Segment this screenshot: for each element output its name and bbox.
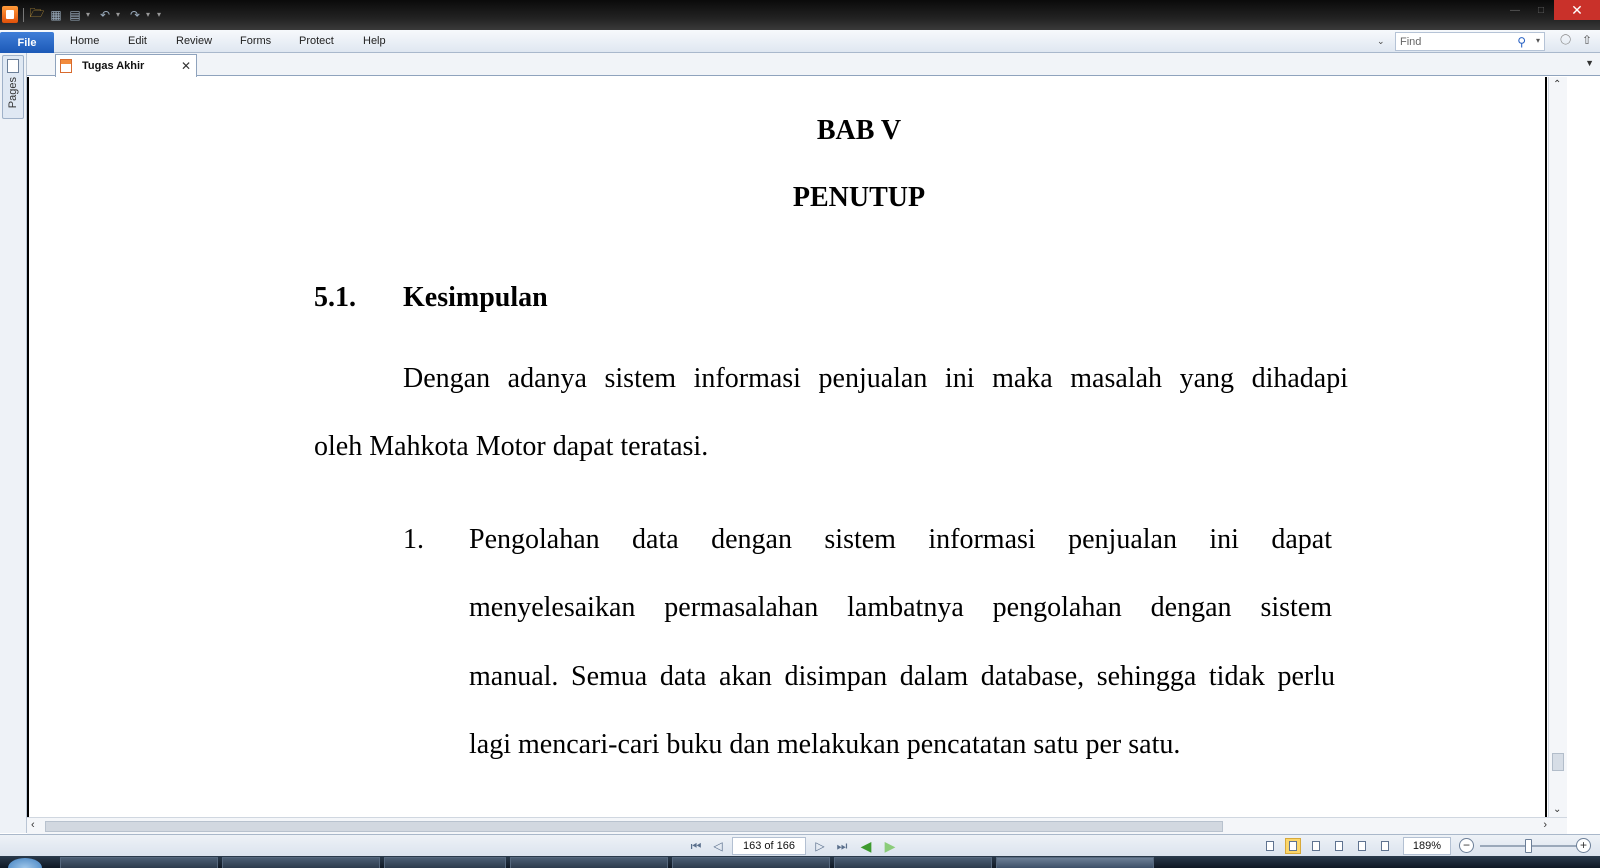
section-title: Kesimpulan bbox=[403, 282, 548, 313]
close-window-icon[interactable]: ✕ bbox=[1554, 0, 1600, 20]
ribbon-bar bbox=[0, 30, 1600, 53]
close-tab-icon[interactable]: ✕ bbox=[180, 59, 191, 73]
document-page bbox=[29, 77, 1547, 817]
previous-page-icon[interactable]: ◁ bbox=[713, 839, 723, 853]
cover-view-icon[interactable] bbox=[1331, 838, 1347, 854]
document-viewport[interactable] bbox=[27, 77, 1582, 817]
chapter-title: PENUTUP bbox=[792, 182, 926, 213]
taskbar-item-active[interactable] bbox=[996, 857, 1154, 868]
search-icon[interactable]: ⚲ bbox=[1517, 35, 1526, 49]
tab-protect[interactable]: Protect bbox=[299, 35, 334, 47]
list-item-line-1: Pengolahan data dengan sistem informasi penjualan ini dapat bbox=[469, 524, 1332, 555]
previous-result-icon[interactable]: ◯ bbox=[1560, 34, 1572, 45]
open-folder-icon[interactable]: 🗁 bbox=[29, 6, 45, 20]
zoom-slider-thumb[interactable] bbox=[1525, 839, 1532, 853]
list-item-line-4: lagi mencari-cari buku dan melakukan pencatatan satu per satu. bbox=[469, 729, 1181, 760]
quick-access-toolbar bbox=[2, 6, 165, 23]
app-logo-icon[interactable] bbox=[2, 6, 18, 23]
pdf-file-icon bbox=[60, 59, 72, 73]
vertical-scrollbar[interactable] bbox=[1548, 77, 1567, 817]
tab-review[interactable]: Review bbox=[176, 35, 213, 47]
tab-home[interactable]: Home bbox=[70, 35, 100, 47]
vertical-scroll-thumb[interactable] bbox=[1552, 753, 1564, 771]
taskbar-item[interactable] bbox=[672, 857, 830, 868]
redo-dropdown-icon[interactable]: ▾ bbox=[146, 10, 151, 19]
undo-icon[interactable]: ↶ bbox=[99, 7, 111, 22]
list-item-line-3: manual. Semua data akan disimpan dalam database, sehingga tidak perlu bbox=[469, 661, 1335, 692]
chapter-number: BAB V bbox=[816, 115, 902, 146]
tab-forms[interactable]: Forms bbox=[240, 35, 272, 47]
horizontal-scroll-thumb[interactable] bbox=[45, 821, 1223, 832]
find-box bbox=[1395, 32, 1545, 51]
os-taskbar bbox=[0, 856, 1600, 868]
tab-help[interactable]: Help bbox=[363, 35, 386, 47]
paragraph-line-2: oleh Mahkota Motor dapat teratasi. bbox=[314, 431, 709, 462]
navigate-up-icon[interactable]: ⇧ bbox=[1582, 33, 1593, 47]
facing-view-icon[interactable] bbox=[1308, 838, 1324, 854]
page-number-field[interactable]: 163 of 166 bbox=[732, 837, 806, 855]
taskbar-item[interactable] bbox=[834, 857, 992, 868]
tab-list-dropdown-icon[interactable]: ▼ bbox=[1585, 58, 1594, 68]
find-input[interactable] bbox=[1400, 36, 1510, 48]
customize-toolbar-icon[interactable]: ▾ bbox=[157, 10, 162, 19]
print-dropdown-icon[interactable]: ▾ bbox=[86, 10, 91, 19]
first-page-icon[interactable]: ⏮ bbox=[690, 838, 702, 853]
print-icon[interactable]: ▤ bbox=[69, 7, 81, 22]
ribbon-collapse-icon[interactable]: ⌄ bbox=[1377, 36, 1385, 46]
horizontal-scrollbar[interactable] bbox=[27, 817, 1567, 834]
scroll-up-icon[interactable]: ⌃ bbox=[1553, 79, 1562, 90]
zoom-level-field[interactable]: 189% bbox=[1403, 837, 1451, 855]
list-item-number: 1. bbox=[403, 524, 424, 555]
document-tab[interactable] bbox=[55, 54, 197, 77]
taskbar-item[interactable] bbox=[222, 857, 380, 868]
document-tab-label: Tugas Akhir bbox=[82, 60, 145, 72]
continuous-view-icon[interactable] bbox=[1285, 838, 1301, 854]
toolbar-divider bbox=[23, 8, 24, 22]
fit-width-icon[interactable] bbox=[1354, 838, 1370, 854]
forward-view-icon[interactable]: ▶ bbox=[884, 837, 896, 854]
file-tab[interactable]: File bbox=[0, 32, 54, 53]
taskbar-item[interactable] bbox=[510, 857, 668, 868]
side-pane bbox=[0, 53, 27, 833]
pages-icon bbox=[7, 59, 19, 73]
section-number: 5.1. bbox=[314, 282, 356, 313]
tab-edit[interactable]: Edit bbox=[128, 35, 147, 47]
taskbar-item[interactable] bbox=[384, 857, 506, 868]
maximize-icon[interactable]: □ bbox=[1537, 4, 1545, 16]
minimize-icon[interactable]: — bbox=[1510, 4, 1520, 16]
status-bar bbox=[0, 834, 1600, 856]
pages-panel-tab[interactable] bbox=[2, 55, 24, 119]
document-tab-strip bbox=[27, 53, 1600, 76]
paragraph-line-1: Dengan adanya sistem informasi penjualan ini maka masalah yang dihadapi bbox=[403, 363, 1348, 394]
redo-icon[interactable]: ↷ bbox=[129, 7, 141, 22]
title-bar bbox=[0, 0, 1600, 30]
single-page-view-icon[interactable] bbox=[1262, 838, 1278, 854]
scroll-down-icon[interactable]: ⌄ bbox=[1553, 804, 1562, 815]
find-dropdown-icon[interactable]: ▾ bbox=[1535, 36, 1540, 45]
zoom-in-icon[interactable]: + bbox=[1576, 838, 1591, 853]
scroll-right-icon[interactable]: › bbox=[1543, 819, 1547, 831]
scroll-left-icon[interactable]: ‹ bbox=[31, 819, 35, 831]
window-controls bbox=[1502, 0, 1600, 20]
undo-dropdown-icon[interactable]: ▾ bbox=[116, 10, 121, 19]
fit-page-icon[interactable] bbox=[1377, 838, 1393, 854]
back-view-icon[interactable]: ◀ bbox=[860, 837, 872, 854]
zoom-out-icon[interactable]: − bbox=[1459, 838, 1474, 853]
start-button-icon[interactable] bbox=[8, 858, 42, 868]
save-icon[interactable]: ▦ bbox=[50, 7, 62, 22]
list-item-line-2: menyelesaikan permasalahan lambatnya pengolahan dengan sistem bbox=[469, 592, 1332, 623]
taskbar-item[interactable] bbox=[60, 857, 218, 868]
last-page-icon[interactable]: ⏭ bbox=[836, 838, 848, 853]
next-page-icon[interactable]: ▷ bbox=[815, 839, 825, 853]
pages-label: Pages bbox=[7, 77, 19, 109]
